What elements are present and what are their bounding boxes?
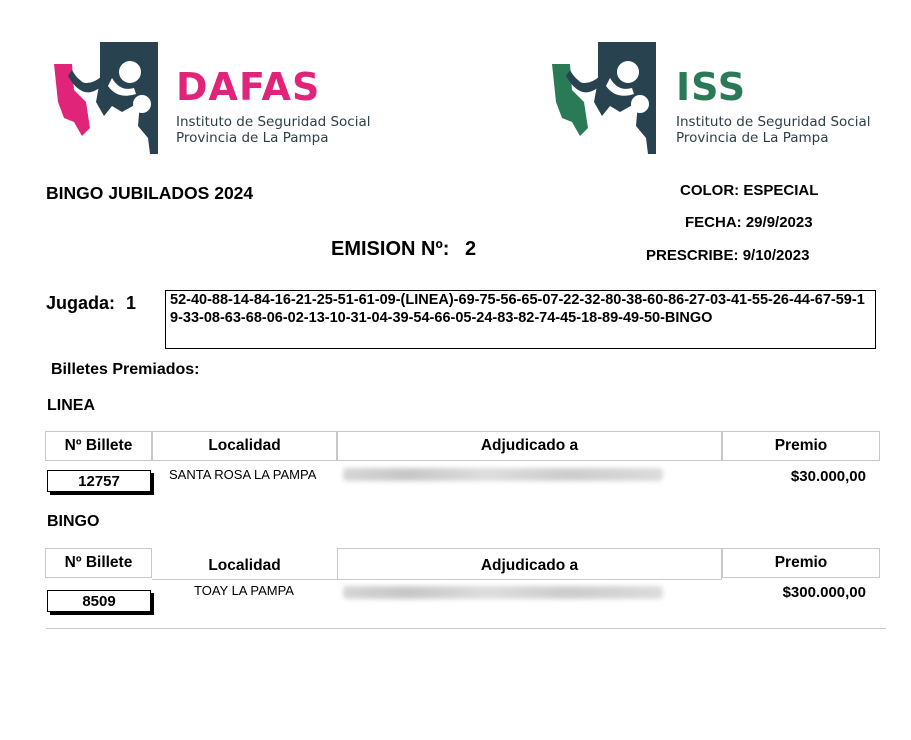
fecha-value: 29/9/2023: [745, 214, 813, 231]
dafas-logo-subtitle: [176, 114, 371, 146]
dafas-logo-line2: Provincia de La Pampa: [176, 130, 329, 146]
emision-row: [331, 238, 476, 261]
jugada-row: [46, 293, 136, 314]
iss-logo-subtitle: [676, 114, 871, 146]
col-header-localidad: Localidad: [152, 548, 337, 580]
col-header-premio: Premio: [722, 431, 880, 461]
prescribe-value: 9/10/2023: [742, 247, 810, 264]
premio-value: $30.000,00: [790, 468, 866, 485]
dafas-logo-name: DAFAS: [176, 65, 321, 109]
col-header-premio: Premio: [722, 548, 880, 578]
color-label: COLOR:: [680, 182, 740, 199]
drawn-numbers-box: 52-40-88-14-84-16-21-25-51-61-09-(LINEA)-69-75-56-65-07-22-32-80-38-60-86-27-03-41-55-26-44-67-59-19-33-08-63-68-06-02-13-10-31-04-39-54-66-05-24-83-82-74-45-18-89-49-50-BINGO: [165, 290, 876, 349]
emision-value: 2: [464, 238, 477, 260]
iss-logo: [550, 42, 880, 157]
localidad-value: TOAY LA PAMPA: [194, 583, 294, 598]
premio-value: $300.000,00: [782, 584, 866, 601]
color-value: ESPECIAL: [743, 182, 819, 199]
section-title-linea: LINEA: [47, 397, 95, 414]
fecha-row: [685, 214, 813, 231]
dafas-emblem-icon: [52, 42, 162, 157]
localidad-value: SANTA ROSA LA PAMPA: [169, 467, 317, 482]
color-row: [680, 182, 818, 199]
dafas-logo-line1: Instituto de Seguridad Social: [176, 114, 371, 130]
premiados-heading: Billetes Premiados:: [51, 361, 200, 378]
redacted-awardee: [343, 586, 663, 599]
iss-logo-line1: Instituto de Seguridad Social: [676, 114, 871, 130]
section-title-bingo: BINGO: [47, 513, 100, 530]
redacted-awardee: [343, 468, 663, 481]
iss-logo-name: ISS: [676, 65, 747, 109]
col-header-billete: Nº Billete: [45, 548, 152, 578]
col-header-localidad: Localidad: [152, 431, 337, 461]
jugada-value: 1: [126, 293, 137, 313]
iss-logo-line2: Provincia de La Pampa: [676, 130, 829, 146]
emision-label: EMISION Nº:: [331, 238, 450, 260]
col-header-billete: Nº Billete: [45, 431, 152, 461]
iss-emblem-icon: [550, 42, 660, 157]
ticket-number: 8509: [47, 590, 151, 612]
prescribe-row: [646, 247, 809, 264]
jugada-label: Jugada:: [46, 293, 116, 313]
page-title: BINGO JUBILADOS 2024: [46, 183, 254, 203]
col-header-adjudicado: Adjudicado a: [337, 548, 722, 580]
dafas-logo: [52, 42, 392, 157]
col-header-adjudicado: Adjudicado a: [337, 431, 722, 461]
bottom-divider: [46, 628, 886, 629]
prescribe-label: PRESCRIBE:: [646, 247, 739, 264]
fecha-label: FECHA:: [685, 214, 742, 231]
ticket-number: 12757: [47, 470, 151, 492]
